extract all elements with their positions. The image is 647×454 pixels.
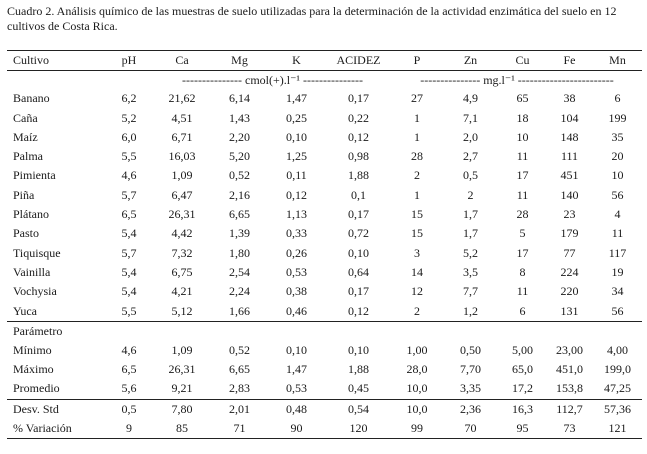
table-cell: 15 — [411, 207, 423, 222]
table-cell: 0,45 — [348, 381, 369, 396]
table-cell: 6,75 — [171, 264, 193, 279]
table-cell: 95 — [516, 421, 529, 436]
table-row — [7, 282, 642, 301]
table-cell: 5,7 — [121, 187, 137, 202]
parameter-row — [7, 321, 642, 341]
table-cell: 57,36 — [604, 401, 631, 416]
table-cell: 7,1 — [463, 110, 478, 125]
table-cell: 17 — [516, 168, 529, 183]
column-header: P — [413, 53, 421, 67]
table-cell: 6,5 — [121, 207, 137, 222]
row-label: Piña — [13, 187, 35, 202]
table-cell: 1,80 — [229, 245, 250, 260]
table-cell: 6,0 — [121, 129, 137, 144]
table-cell: 153,8 — [556, 381, 583, 396]
table-cell: 11 — [611, 226, 624, 241]
table-cell: 99 — [411, 421, 423, 436]
column-header: Fe — [563, 53, 576, 67]
table-row — [7, 244, 642, 263]
table-cell: 0,5 — [463, 168, 478, 183]
table-row — [7, 89, 642, 108]
table-row — [7, 205, 642, 224]
table-cell: 148 — [560, 129, 579, 144]
table-cell: 9,21 — [171, 381, 193, 396]
table-cell: 4 — [614, 207, 621, 222]
table-cell: 20 — [611, 149, 624, 164]
table-cell: 17,2 — [512, 381, 533, 396]
table-cell: 0,25 — [286, 110, 307, 125]
table-cell: 38 — [563, 91, 576, 106]
row-label: Máximo — [13, 362, 54, 377]
table-cell: 17 — [516, 245, 529, 260]
table-cell: 2 — [467, 187, 474, 202]
table-row — [7, 128, 642, 147]
table-cell: 1,43 — [229, 110, 250, 125]
row-label: Desv. Std — [13, 401, 59, 416]
table-cell: 0,52 — [229, 342, 250, 357]
table-cell: 120 — [349, 421, 368, 436]
table-cell: 73 — [563, 421, 576, 436]
table-cell: 1 — [414, 129, 420, 144]
table-cell: 6,2 — [121, 91, 137, 106]
table-cell: 5,5 — [121, 303, 137, 318]
table-cell: 11 — [516, 187, 529, 202]
table-cell: 0,48 — [286, 401, 307, 416]
table-cell: 0,54 — [348, 401, 369, 416]
table-cell: 0,46 — [286, 303, 307, 318]
table-row — [7, 379, 642, 399]
table-cell: 6 — [614, 91, 621, 106]
column-header: Mn — [609, 53, 626, 67]
row-label: Maíz — [13, 129, 38, 144]
table-cell: 27 — [411, 91, 423, 106]
table-cell: 0,1 — [351, 187, 366, 202]
row-label: Palma — [13, 149, 43, 164]
table-cell: 1,47 — [286, 362, 307, 377]
table-cell: 65 — [516, 91, 529, 106]
column-header: Cultivo — [13, 53, 50, 67]
table-cell: 0,52 — [229, 168, 250, 183]
table-cell: 3,35 — [460, 381, 481, 396]
row-label: Tiquisque — [13, 245, 61, 260]
soil-analysis-table — [7, 50, 642, 439]
table-cell: 34 — [611, 284, 624, 299]
table-cell: 2,01 — [229, 401, 250, 416]
table-cell: 10,0 — [406, 401, 428, 416]
table-cell: 0,26 — [286, 245, 307, 260]
row-label: Pimienta — [13, 168, 56, 183]
row-label: Promedio — [13, 381, 60, 396]
table-cell: 117 — [608, 245, 627, 260]
table-row — [7, 109, 642, 128]
table-cell: 47,25 — [604, 381, 631, 396]
table-cell: 0,17 — [348, 91, 369, 106]
table-cell: 111 — [560, 149, 579, 164]
table-cell: 85 — [176, 421, 188, 436]
table-cell: 4,21 — [171, 284, 193, 299]
table-cell: 70 — [464, 421, 477, 436]
units-cmol: --------------- cmol(+).l⁻¹ --------------- — [182, 73, 363, 88]
table-cell: 4,51 — [171, 110, 193, 125]
column-header: Mg — [231, 53, 248, 67]
table-cell: 21,62 — [168, 91, 196, 106]
table-cell: 5,20 — [229, 149, 250, 164]
table-row — [7, 263, 642, 282]
table-cell: 451 — [560, 168, 579, 183]
table-cell: 1,13 — [286, 207, 307, 222]
table-cell: 0,53 — [286, 264, 307, 279]
table-cell: 0,98 — [348, 149, 369, 164]
table-cell: 1,88 — [348, 362, 369, 377]
table-cell: 0,50 — [460, 342, 481, 357]
table-cell: 0,10 — [286, 342, 307, 357]
table-cell: 5,4 — [121, 264, 137, 279]
column-header: Ca — [175, 53, 189, 67]
table-cell: 2,54 — [229, 264, 250, 279]
table-cell: 19 — [611, 264, 624, 279]
table-cell: 5,2 — [121, 110, 137, 125]
table-cell: 1,88 — [348, 168, 369, 183]
table-cell: 15 — [411, 226, 423, 241]
table-cell: 1,09 — [171, 168, 193, 183]
row-label: Pasto — [13, 226, 40, 241]
table-cell: 16,3 — [512, 401, 533, 416]
column-header: ACIDEZ — [336, 53, 381, 67]
table-cell: 1,7 — [463, 207, 478, 222]
row-label: Yuca — [13, 303, 37, 318]
table-cell: 0,17 — [348, 284, 369, 299]
table-cell: 7,80 — [171, 401, 193, 416]
table-cell: 6,47 — [171, 187, 193, 202]
row-label: Vochysia — [13, 284, 57, 299]
table-cell: 3,5 — [463, 264, 478, 279]
table-cell: 26,31 — [168, 362, 196, 377]
table-cell: 18 — [516, 110, 529, 125]
row-label: Vainilla — [13, 264, 51, 279]
table-cell: 1,09 — [171, 342, 193, 357]
table-cell: 0,12 — [348, 129, 369, 144]
table-row — [7, 302, 642, 322]
table-cell: 0,10 — [348, 245, 369, 260]
table-cell: 5,5 — [121, 149, 137, 164]
parameter-label: Parámetro — [13, 323, 63, 338]
header-row — [7, 51, 642, 71]
column-header: Cu — [515, 53, 530, 67]
table-row — [7, 224, 642, 243]
column-header: Zn — [463, 53, 478, 67]
table-cell: 0,72 — [348, 226, 369, 241]
table-cell: 0,12 — [348, 303, 369, 318]
table-cell: 5,2 — [463, 245, 478, 260]
table-cell: 9 — [126, 421, 132, 436]
table-cell: 4,42 — [171, 226, 193, 241]
table-cell: 14 — [411, 264, 423, 279]
table-cell: 199,0 — [604, 362, 631, 377]
table-cell: 0,17 — [348, 207, 369, 222]
table-cell: 0,38 — [286, 284, 307, 299]
table-cell: 7,70 — [460, 362, 481, 377]
row-label: Mínimo — [13, 342, 52, 357]
table-row — [7, 360, 642, 379]
table-cell: 11 — [516, 149, 529, 164]
table-cell: 5 — [519, 226, 526, 241]
table-cell: 121 — [608, 421, 627, 436]
table-cell: 1,47 — [286, 91, 307, 106]
table-cell: 71 — [233, 421, 246, 436]
table-cell: 10 — [516, 129, 529, 144]
table-cell: 6,71 — [171, 129, 193, 144]
table-cell: 2 — [414, 303, 420, 318]
stat-rows — [7, 321, 642, 399]
table-cell: 451,0 — [556, 362, 583, 377]
table-cell: 2 — [414, 168, 420, 183]
table-cell: 90 — [290, 421, 303, 436]
row-label: Banano — [13, 91, 50, 106]
row-label: % Variación — [13, 421, 72, 436]
table-cell: 140 — [560, 187, 579, 202]
table-cell: 5,4 — [121, 284, 137, 299]
table-cell: 56 — [611, 187, 624, 202]
table-row — [7, 419, 642, 439]
table-cell: 5,6 — [121, 381, 137, 396]
table-cell: 10,0 — [406, 381, 428, 396]
caption-label: Cuadro 2. — [7, 4, 55, 18]
table-cell: 0,33 — [286, 226, 307, 241]
table-cell: 1,66 — [229, 303, 250, 318]
table-cell: 65,0 — [512, 362, 533, 377]
table-cell: 224 — [560, 264, 579, 279]
table-cell: 3 — [414, 245, 420, 260]
crop-rows — [7, 89, 642, 321]
table-cell: 0,64 — [348, 264, 369, 279]
units-mg: --------------- mg.l⁻¹ ------------------------ — [420, 73, 614, 88]
table-row — [7, 341, 642, 360]
table-cell: 1,39 — [229, 226, 250, 241]
table-cell: 7,32 — [171, 245, 193, 260]
table-cell: 23,00 — [556, 342, 583, 357]
table-cell: 179 — [560, 226, 579, 241]
table-cell: 0,22 — [348, 110, 369, 125]
table-cell: 26,31 — [168, 207, 196, 222]
table-cell: 1,25 — [286, 149, 307, 164]
table-cell: 1 — [414, 110, 420, 125]
column-header: pH — [121, 53, 137, 67]
table-cell: 35 — [611, 129, 624, 144]
table-cell: 1,2 — [463, 303, 478, 318]
table-cell: 5,4 — [121, 226, 137, 241]
table-cell: 4,00 — [607, 342, 628, 357]
row-label: Plátano — [13, 207, 49, 222]
table-cell: 4,6 — [121, 168, 137, 183]
table-cell: 112,7 — [556, 401, 583, 416]
table-cell: 2,24 — [229, 284, 250, 299]
table-cell: 1 — [414, 187, 420, 202]
table-cell: 0,5 — [121, 401, 137, 416]
table-cell: 2,7 — [463, 149, 478, 164]
table-cell: 12 — [411, 284, 423, 299]
table-cell: 199 — [608, 110, 627, 125]
column-header: K — [292, 53, 301, 67]
table-cell: 104 — [560, 110, 579, 125]
row-label: Caña — [13, 110, 38, 125]
table-cell: 2,83 — [229, 381, 250, 396]
table-cell: 2,16 — [229, 187, 250, 202]
table-cell: 5,00 — [512, 342, 533, 357]
table-cell: 220 — [560, 284, 579, 299]
table-cell: 28 — [516, 207, 529, 222]
table-cell: 77 — [563, 245, 576, 260]
table-cell: 6,5 — [121, 362, 137, 377]
table-row — [7, 186, 642, 205]
table-cell: 0,53 — [286, 381, 307, 396]
caption-text: Análisis químico de las muestras de suelo utilizadas para la determinación de la actividad enzimática del suelo en 12 cultivos de Costa Rica. — [7, 4, 617, 33]
table-row — [7, 399, 642, 419]
table-cell: 2,0 — [463, 129, 478, 144]
table-cell: 0,10 — [286, 129, 307, 144]
variation-rows — [7, 399, 642, 439]
table-cell: 28,0 — [406, 362, 428, 377]
table-cell: 2,36 — [460, 401, 481, 416]
table-cell: 23 — [563, 207, 576, 222]
table-cell: 1,7 — [463, 226, 478, 241]
table-cell: 6 — [519, 303, 526, 318]
table-cell: 11 — [516, 284, 529, 299]
table-cell: 2,20 — [229, 129, 250, 144]
table-caption — [7, 4, 643, 34]
table-cell: 4,6 — [121, 342, 137, 357]
table-cell: 1,00 — [406, 342, 428, 357]
table-cell: 5,12 — [171, 303, 193, 318]
table-row — [7, 147, 642, 166]
table-cell: 16,03 — [168, 149, 196, 164]
table-cell: 4,9 — [463, 91, 478, 106]
table-cell: 56 — [611, 303, 624, 318]
table-cell: 5,7 — [121, 245, 137, 260]
table-row — [7, 166, 642, 185]
table-cell: 6,65 — [229, 207, 250, 222]
table-cell: 8 — [519, 264, 526, 279]
table-cell: 0,10 — [348, 342, 369, 357]
table-cell: 28 — [411, 149, 423, 164]
table-cell: 0,12 — [286, 187, 307, 202]
table-cell: 0,11 — [286, 168, 307, 183]
table-cell: 131 — [560, 303, 579, 318]
table-cell: 7,7 — [463, 284, 478, 299]
table-cell: 10 — [611, 168, 624, 183]
table-cell: 6,65 — [229, 362, 250, 377]
table-cell: 6,14 — [229, 91, 250, 106]
units-row — [7, 71, 642, 90]
